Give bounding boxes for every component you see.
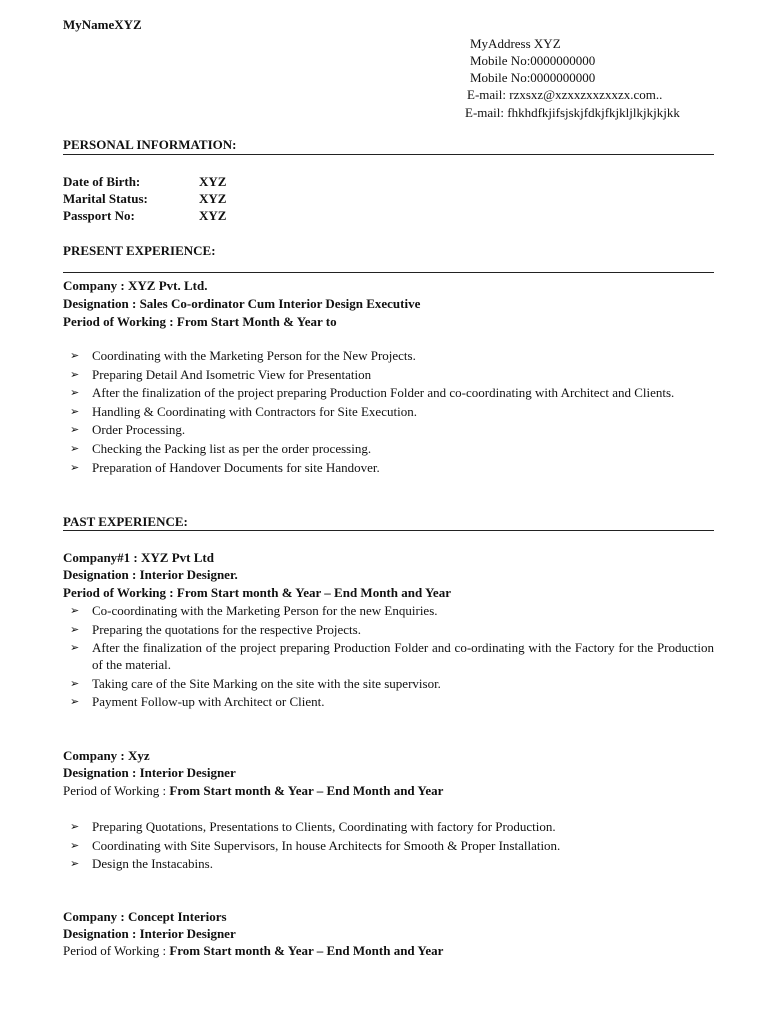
job1-company-row [63,549,214,566]
job2-designation-row [63,764,236,781]
passport-value: XYZ [199,208,227,223]
job2-duties-list [70,818,714,874]
job1-designation-row [63,566,238,583]
job3-company-value: Concept Interiors [128,909,227,924]
job3-designation-value: Interior Designer [139,926,236,941]
job1-company-label: Company#1 : [63,550,138,565]
list-item: ➢ Payment Follow-up with Architect or Client. [70,694,325,710]
passport-row [63,207,226,224]
job3-company-label: Company : [63,909,125,924]
arrow-bullet-icon: ➢ [70,604,80,617]
job1-duties-list [70,602,714,712]
present-designation-row [63,295,420,312]
job2-company-value: Xyz [128,748,150,763]
passport-label: Passport No: [63,208,135,223]
arrow-bullet-icon: ➢ [70,695,80,709]
marital-status-row [63,190,226,207]
arrow-bullet-icon: ➢ [70,441,80,455]
dob-value: XYZ [199,174,227,189]
past-experience-heading: PAST EXPERIENCE: [63,514,188,529]
list-item: ➢ Co-coordinating with the Marketing Person for the new Enquiries. [70,603,438,618]
mobile-line-2: Mobile No:0000000000 [470,70,596,85]
arrow-bullet-icon: ➢ [70,857,80,871]
present-company-row [63,277,207,294]
present-designation-label: Designation : [63,296,137,311]
arrow-bullet-icon: ➢ [70,349,80,362]
personal-info-divider [63,154,714,155]
arrow-bullet-icon: ➢ [70,820,80,833]
arrow-bullet-icon: ➢ [70,676,80,690]
dob-label: Date of Birth: [63,174,141,189]
present-duties-list [70,347,714,477]
list-item: ➢ Coordinating with the Marketing Person for the New Projects. [70,348,416,363]
list-item: ➢ Design the Instacabins. [70,856,213,872]
present-period-value: From Start Month & Year to [176,314,337,329]
present-experience-heading: PRESENT EXPERIENCE: [63,243,216,258]
list-item: ➢ Preparing the quotations for the respective Projects. [70,621,361,637]
present-period-row [63,313,337,330]
arrow-bullet-icon: ➢ [70,641,80,655]
marital-status-value: XYZ [199,191,227,206]
job1-designation-value: Interior Designer. [139,567,238,582]
arrow-bullet-icon: ➢ [70,460,80,474]
list-item: ➢ Coordinating with Site Supervisors, In house Architects for Smooth & Proper Installation. [70,837,561,853]
job3-company-row [63,908,227,925]
personal-info-heading: PERSONAL INFORMATION: [63,137,237,152]
job2-designation-label: Designation : [63,765,137,780]
job1-company-value: XYZ Pvt Ltd [141,550,214,565]
job3-period-label: Period of Working : [63,943,167,958]
mobile-line-1: Mobile No:0000000000 [470,53,596,68]
list-item: ➢ Checking the Packing list as per the order processing. [70,440,372,456]
email-line-1: E-mail: rzxsxz@xzxxzxxzxxzx.com.. [467,87,663,102]
present-company-label: Company : [63,278,125,293]
email-line-2: E-mail: fhkhdfkjifsjskjfdkjfkjkljlkjkjkjkk [465,105,680,120]
job2-company-row [63,747,150,764]
job1-period-value: From Start month & Year – End Month and Year [176,585,451,600]
past-experience-divider [63,530,714,531]
arrow-bullet-icon: ➢ [70,404,80,418]
job2-period-label: Period of Working : [63,783,167,798]
job1-designation-label: Designation : [63,567,137,582]
job2-period-row [63,782,443,799]
job2-company-label: Company : [63,748,125,763]
job3-period-value: From Start month & Year – End Month and Year [169,943,444,958]
arrow-bullet-icon: ➢ [70,838,80,852]
marital-status-label: Marital Status: [63,191,148,206]
present-designation-value: Sales Co-ordinator Cum Interior Design Executive [139,296,421,311]
job1-period-row [63,584,451,601]
list-item: ➢ Preparing Quotations, Presentations to Clients, Coordinating with factory for Production. [70,819,556,834]
job2-period-value: From Start month & Year – End Month and Year [169,783,444,798]
present-experience-divider [63,272,714,273]
present-period-label: Period of Working : [63,314,174,329]
list-item: ➢ Preparing Detail And Isometric View for Presentation [70,366,372,382]
candidate-name: MyNameXYZ [63,17,142,32]
list-item: ➢ Handling & Coordinating with Contractors for Site Execution. [70,403,417,419]
arrow-bullet-icon: ➢ [70,622,80,636]
address-line: MyAddress XYZ [470,36,561,51]
list-item: ➢ Preparation of Handover Documents for site Handover. [70,459,380,475]
list-item: ➢ After the finalization of the project preparing Production Folder and co-coordinating with Architect and Clients. [70,385,675,401]
job3-designation-row [63,925,236,942]
arrow-bullet-icon: ➢ [70,386,80,400]
dob-row [63,173,226,190]
job2-designation-value: Interior Designer [139,765,236,780]
list-item: ➢ Order Processing. [70,422,186,438]
list-item: ➢ After the finalization of the project preparing Production Folder and co-ordinating with the Factory for the Production of the material. [70,640,714,673]
arrow-bullet-icon: ➢ [70,367,80,381]
job3-period-row [63,942,443,959]
list-item: ➢ Taking care of the Site Marking on the site with the site supervisor. [70,675,441,691]
job1-period-label: Period of Working : [63,585,174,600]
arrow-bullet-icon: ➢ [70,423,80,437]
job3-designation-label: Designation : [63,926,137,941]
present-company-value: XYZ Pvt. Ltd. [128,278,208,293]
